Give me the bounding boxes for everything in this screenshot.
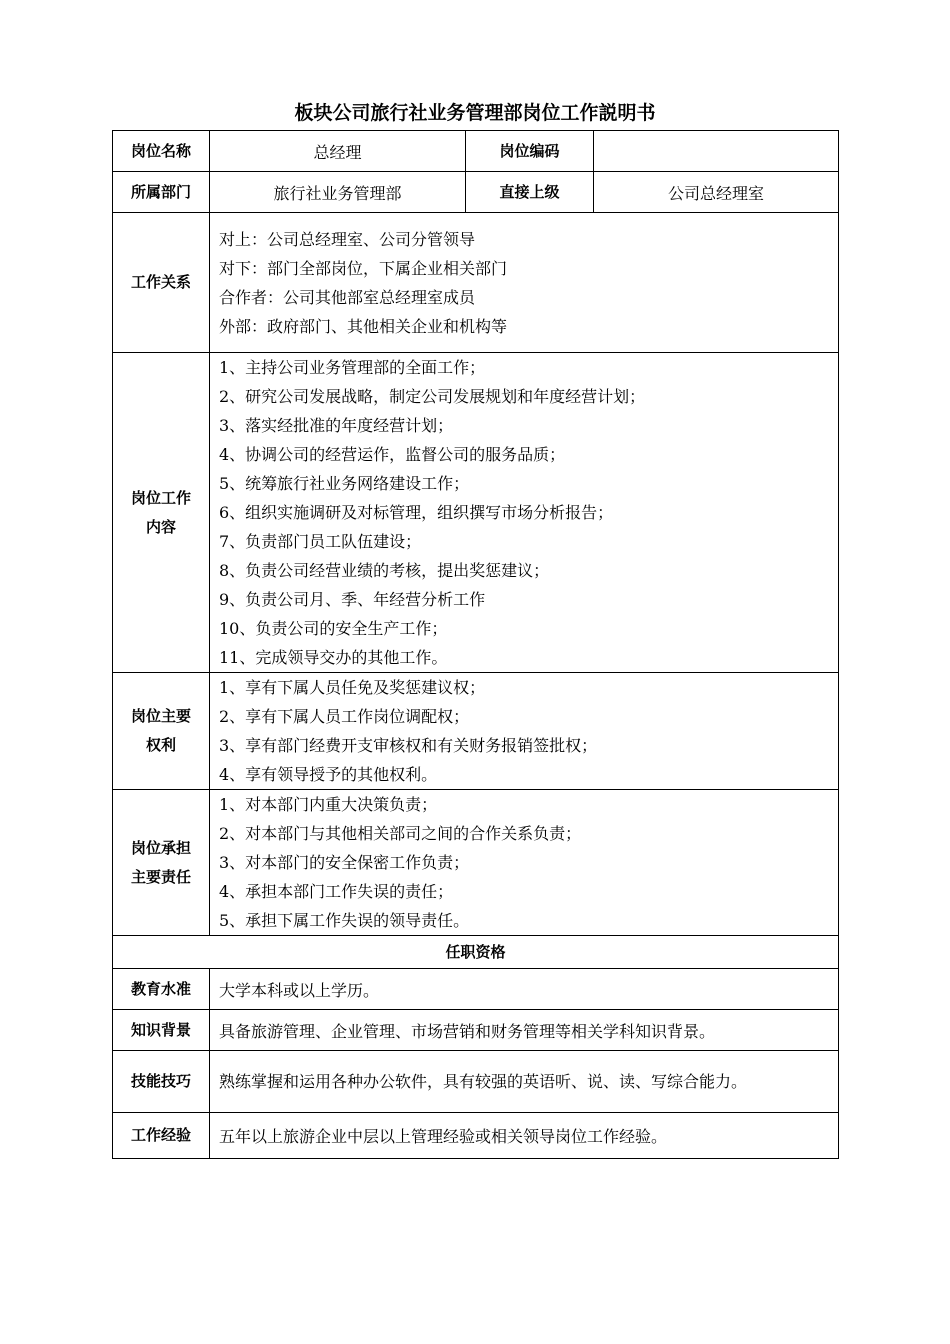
label-department: 所属部门 (113, 172, 210, 213)
row-main-rights (113, 673, 839, 790)
row-experience (113, 1113, 839, 1159)
value-position-code (594, 131, 839, 172)
label-direct-superior: 直接上级 (466, 172, 594, 213)
job-description-table (112, 130, 839, 1159)
label-line: 权利 (145, 736, 176, 754)
row-work-relations (113, 213, 839, 353)
label-line: 主要责任 (130, 867, 191, 886)
right-line: 3、享有部门经费开支审核权和有关财务报销签批权； (219, 736, 598, 755)
label-work-relations: 工作关系 (113, 213, 210, 353)
row-education (113, 969, 839, 1010)
right-line: 2、享有下属人员工作岗位调配权； (219, 707, 470, 726)
row-job-duties (113, 353, 839, 673)
document-title: 板块公司旅行社业务管理部岗位工作説明书 (294, 102, 656, 124)
value-department: 旅行社业务管理部 (210, 172, 466, 213)
label-education: 教育水准 (113, 969, 210, 1010)
responsibility-line: 1、对本部门内重大决策负责； (219, 795, 438, 814)
duty-line: 1、主持公司业务管理部的全面工作； (219, 358, 486, 377)
value-education: 大学本科或以上学历。 (210, 969, 839, 1010)
value-position-name: 总经理 (210, 131, 466, 172)
main-rights-content (210, 673, 839, 790)
right-line: 1、享有下属人员任免及奖惩建议权； (219, 678, 486, 697)
value-skills: 熟练掌握和运用各种办公软件，具有较强的英语听、说、读、写综合能力。 (210, 1051, 839, 1113)
duty-line: 4、协调公司的经营运作，监督公司的服务品质； (219, 445, 566, 464)
responsibility-line: 3、对本部门的安全保密工作负责； (219, 853, 470, 872)
relation-line: 对上：公司总经理室、公司分管领导 (219, 229, 476, 249)
label-line: 岗位承担 (130, 838, 191, 857)
row-department (113, 172, 839, 213)
responsibility-line: 5、承担下属工作失误的领导责任。 (219, 911, 470, 930)
duty-line: 5、统筹旅行社业务网络建设工作； (219, 474, 470, 493)
duty-line: 3、落实经批准的年度经营计划； (219, 416, 454, 435)
label-knowledge: 知识背景 (113, 1010, 210, 1051)
label-line: 内容 (145, 517, 176, 536)
label-skills: 技能技巧 (113, 1051, 210, 1113)
job-duties-content (210, 353, 839, 673)
relation-line: 对下：部门全部岗位，下属企业相关部门 (219, 258, 508, 278)
responsibility-line: 4、承担本部门工作失误的责任； (219, 882, 454, 901)
row-position-name (113, 131, 839, 172)
duty-line: 7、负责部门员工队伍建设； (219, 532, 422, 551)
main-responsibilities-content (210, 790, 839, 936)
row-main-responsibilities (113, 790, 839, 936)
label-position-code: 岗位编码 (466, 131, 594, 172)
qualifications-header: 任职资格 (113, 936, 839, 969)
relation-line: 外部：政府部门、其他相关企业和机构等 (219, 316, 508, 336)
row-skills (113, 1051, 839, 1113)
label-experience: 工作经验 (113, 1113, 210, 1159)
right-line: 4、享有领导授予的其他权利。 (219, 765, 438, 784)
row-knowledge (113, 1010, 839, 1051)
label-main-responsibilities (113, 790, 210, 936)
value-direct-superior: 公司总经理室 (594, 172, 839, 213)
label-line: 岗位主要 (130, 707, 191, 725)
label-position-name: 岗位名称 (113, 131, 210, 172)
value-experience: 五年以上旅游企业中层以上管理经验或相关领导岗位工作经验。 (210, 1113, 839, 1159)
duty-line: 10、负责公司的安全生产工作； (219, 619, 448, 638)
duty-line: 11、完成领导交办的其他工作。 (219, 648, 448, 667)
duty-line: 8、负责公司经营业绩的考核，提出奖惩建议； (219, 561, 550, 580)
value-knowledge: 具备旅游管理、企业管理、市场营销和财务管理等相关学科知识背景。 (210, 1010, 839, 1051)
label-job-duties (113, 353, 210, 673)
work-relations-content (210, 213, 839, 353)
relation-line: 合作者：公司其他部室总经理室成员 (219, 287, 476, 307)
responsibility-line: 2、对本部门与其他相关部司之间的合作关系负责； (219, 824, 582, 843)
duty-line: 2、研究公司发展战略，制定公司发展规划和年度经营计划； (219, 387, 646, 406)
label-main-rights (113, 673, 210, 790)
duty-line: 6、组织实施调研及对标管理，组织撰写市场分析报告； (219, 503, 614, 522)
label-line: 岗位工作 (130, 488, 191, 507)
row-qualifications-header (113, 936, 839, 969)
duty-line: 9、负责公司月、季、年经营分析工作 (219, 590, 486, 609)
